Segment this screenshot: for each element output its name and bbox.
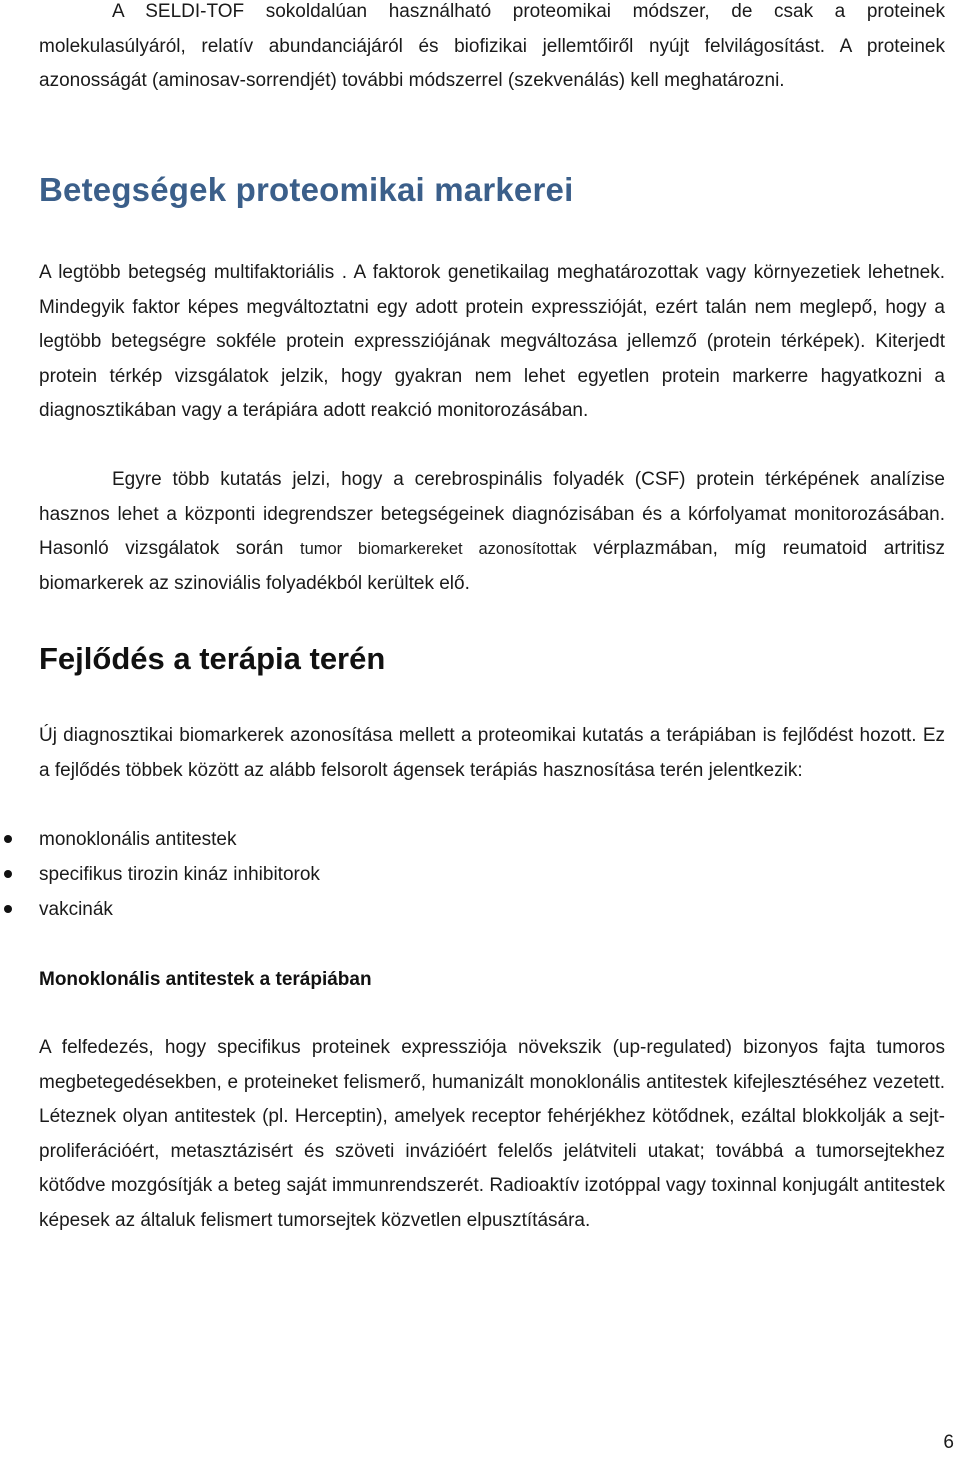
intro-paragraph: A SELDI-TOF sokoldalúan használható proteomikai módszer, de csak a proteinek molekulasúlyáról, relatív abundanciájáról és biofizikai jellemtőiről nyújt felvilágosítást. A proteinek azonosságát (aminosav-sorrendjét) további módszerrel (szekvenálás) kell meghatározni.: [39, 1, 945, 91]
page-number: 6: [943, 1432, 954, 1453]
paragraph-text: vérplazmában, míg reumatoid artritisz biomarkerek az szinoviális folyadékból kerültek elő.: [39, 538, 945, 594]
agent-list: [39, 822, 945, 927]
disease-markers-paragraph-1: A legtöbb betegség multifaktoriális . A faktorok genetikailag meghatározottak vagy környezetiek lehetnek. Mindegyik faktor képes megváltoztatni egy adott protein expresszióját, ezért talán nem meglepő, hogy a legtöbb betegségre sokféle protein expressziójának megváltozása jellemző (protein térképek). Kiterjedt protein térkép vizsgálatok jelzik, hogy gyakran nem lehet egyetlen protein markerre hagyatkozni a diagnosztikában vagy a terápiára adott reakció monitorozásában.: [39, 262, 945, 421]
section-heading-monoclonal-antibodies: Monoklonális antitestek a terápiában: [39, 969, 372, 990]
section-heading-disease-markers: Betegségek proteomikai markerei: [39, 171, 574, 208]
paragraph-text: Egyre több kutatás jelzi, hogy a cerebrospinális folyadék (CSF) protein térképének analízise hasznos lehet a központi idegrendszer betegségeinek diagnózisában és a kórfolyamat monitorozásában. Hasonló vizsgálatok során: [39, 469, 945, 559]
list-item: [39, 822, 945, 857]
list-item: [39, 892, 945, 927]
list-item-label: monoklonális antitestek: [39, 829, 237, 850]
list-item-label: vakcinák: [39, 899, 113, 920]
bullet-icon: [4, 870, 12, 878]
bullet-icon: [4, 835, 12, 843]
bullet-icon: [4, 905, 12, 913]
list-item: [39, 857, 945, 892]
section-heading-therapy-development: Fejlődés a terápia terén: [39, 641, 386, 676]
list-item-label: specifikus tirozin kináz inhibitorok: [39, 864, 320, 885]
antibodies-paragraph: A felfedezés, hogy specifikus proteinek expressziója növekszik (up-regulated) bizonyos fajta tumoros megbetegedésekben, e proteineket felismerő, humanizált monoklonális antitestek kifejlesztéséhez vezetett. Léteznek olyan antitestek (pl. Herceptin), amelyek receptor fehérjékhez kötődnek, ezáltal blokkolják a sejt-proliferációért, metasztázisért és szöveti invázióért felelős jelátviteli utakat; továbbá a tumorsejtekhez kötődve mozgósítják a beteg saját immunrendszerét. Radioaktív izotóppal vagy toxinnal konjugált antitestek képesek az általuk felismert tumorsejtek közvetlen elpusztítására.: [39, 1037, 945, 1231]
disease-markers-paragraph-2: [39, 463, 945, 601]
paragraph-text-small: tumor biomarkereket azonosítottak: [299, 540, 577, 558]
therapy-paragraph-1: Új diagnosztikai biomarkerek azonosítása mellett a proteomikai kutatás a terápiában is fejlődést hozott. Ez a fejlődés többek között az alább felsorolt ágensek terápiás hasznosítása terén jelentkezik:: [39, 725, 945, 781]
